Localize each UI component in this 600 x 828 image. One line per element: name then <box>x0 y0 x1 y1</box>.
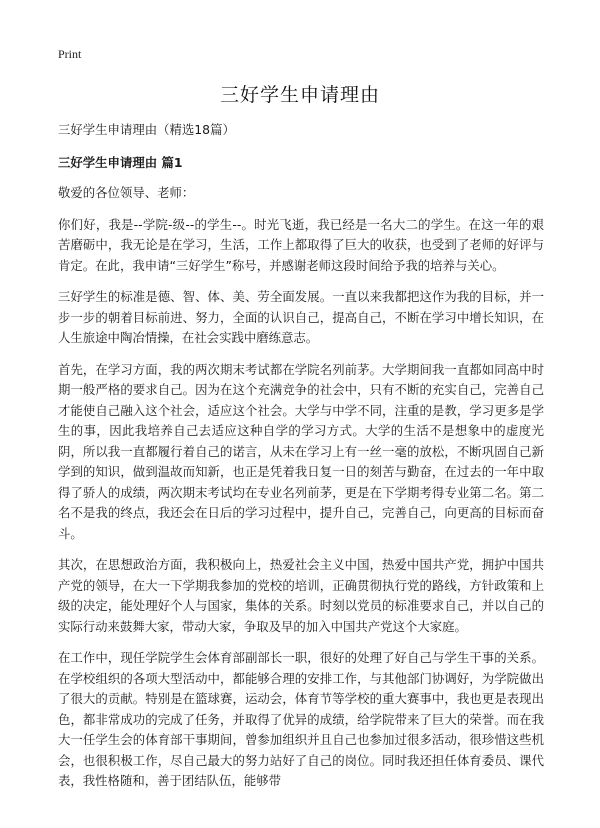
paragraph-politics: 其次，在思想政治方面，我积极向上，热爱社会主义中国，热爱中国共产党，拥护中国共产党的领导，在大一下学期我参加的党校的培训，正确贯彻执行党的路线，方针政策和上级的决定，能处理好个人与国家，集体的关系。时刻以党员的标准要求自己，并以自己的实际行动来鼓舞大家，带动大家，争取及早的加入中国共产党这个大家庭。 <box>58 557 544 634</box>
print-link[interactable]: Print <box>58 47 82 61</box>
paragraph-work: 在工作中，现任学院学生会体育部副部长一职，很好的处理了好自己与学生干事的关系。在学校组织的各项大型活动中，都能够合理的安排工作，与其他部门协调好，为学院做出了很大的贡献。特别是在篮球赛，运动会，体育节等学校的重大赛事中，我也更是表现出色，都非常成功的完成了任务，并取得了优异的成绩，给学院带来了巨大的荣誉。而在我大一任学生会的体育部干事期间，曾参加组织并且自己也参加过很多活动，很珍惜这些机会，也很积极工作，尽自己最大的努力站好了自己的岗位。同时我还担任体育委员、课代表，我性格随和，善于团结队伍，能够带 <box>58 650 544 788</box>
document-title: 三好学生申请理由 <box>219 84 380 106</box>
paragraph-intro: 你们好，我是--学院-级--的学生--。时光飞逝，我已经是一名大二的学生。在这一年的艰苦磨砺中，我无论是在学习，生活，工作上都取得了巨大的收获，也受到了老师的好评与肯定。在此，我申请“三好学生”称号，并感谢老师这段时间给予我的培养与关心。 <box>58 216 544 273</box>
section-heading: 三好学生申请理由 篇1 <box>58 154 183 170</box>
paragraph-standards: 三好学生的标准是德、智、体、美、劳全面发展。一直以来我都把这作为我的目标，并一步一步的朝着目标前进、努力，全面的认识自己，提高自己，不断在学习中增长知识，在人生旅途中陶冶情操，在社会实践中磨练意志。 <box>58 289 544 345</box>
greeting-line: 敬爱的各位领导、老师： <box>58 185 195 200</box>
document-subtitle: 三好学生申请理由（精选18篇） <box>58 122 235 137</box>
paragraph-study: 首先，在学习方面，我的两次期末考试都在学院名列前茅。大学期间我一直都如同高中时期一般严格的要求自己。因为在这个充满竞争的社会中，只有不断的充实自己，完善自己才能使自己融入这个社会，适应这个社会。大学与中学不同，注重的是教，学习更多是学生的事，因此我培养自己去适应这种自学的学习方式。大学的生活不是想象中的虚度光阴，所以我一直都履行着自己的诺言，从未在学习上有一丝一毫的放松，不断巩固自己新学到的知识，做到温故而知新，也正是凭着我日复一日的刻苦与勤奋，在过去的一年中取得了骄人的成绩，两次期末考试均在专业名列前茅，更是在下学期考得专业第二名。第二名不是我的终点，我还会在日后的学习过程中，提升自己，完善自己，向更高的目标而奋斗。 <box>58 361 544 541</box>
document-body <box>58 120 544 803</box>
